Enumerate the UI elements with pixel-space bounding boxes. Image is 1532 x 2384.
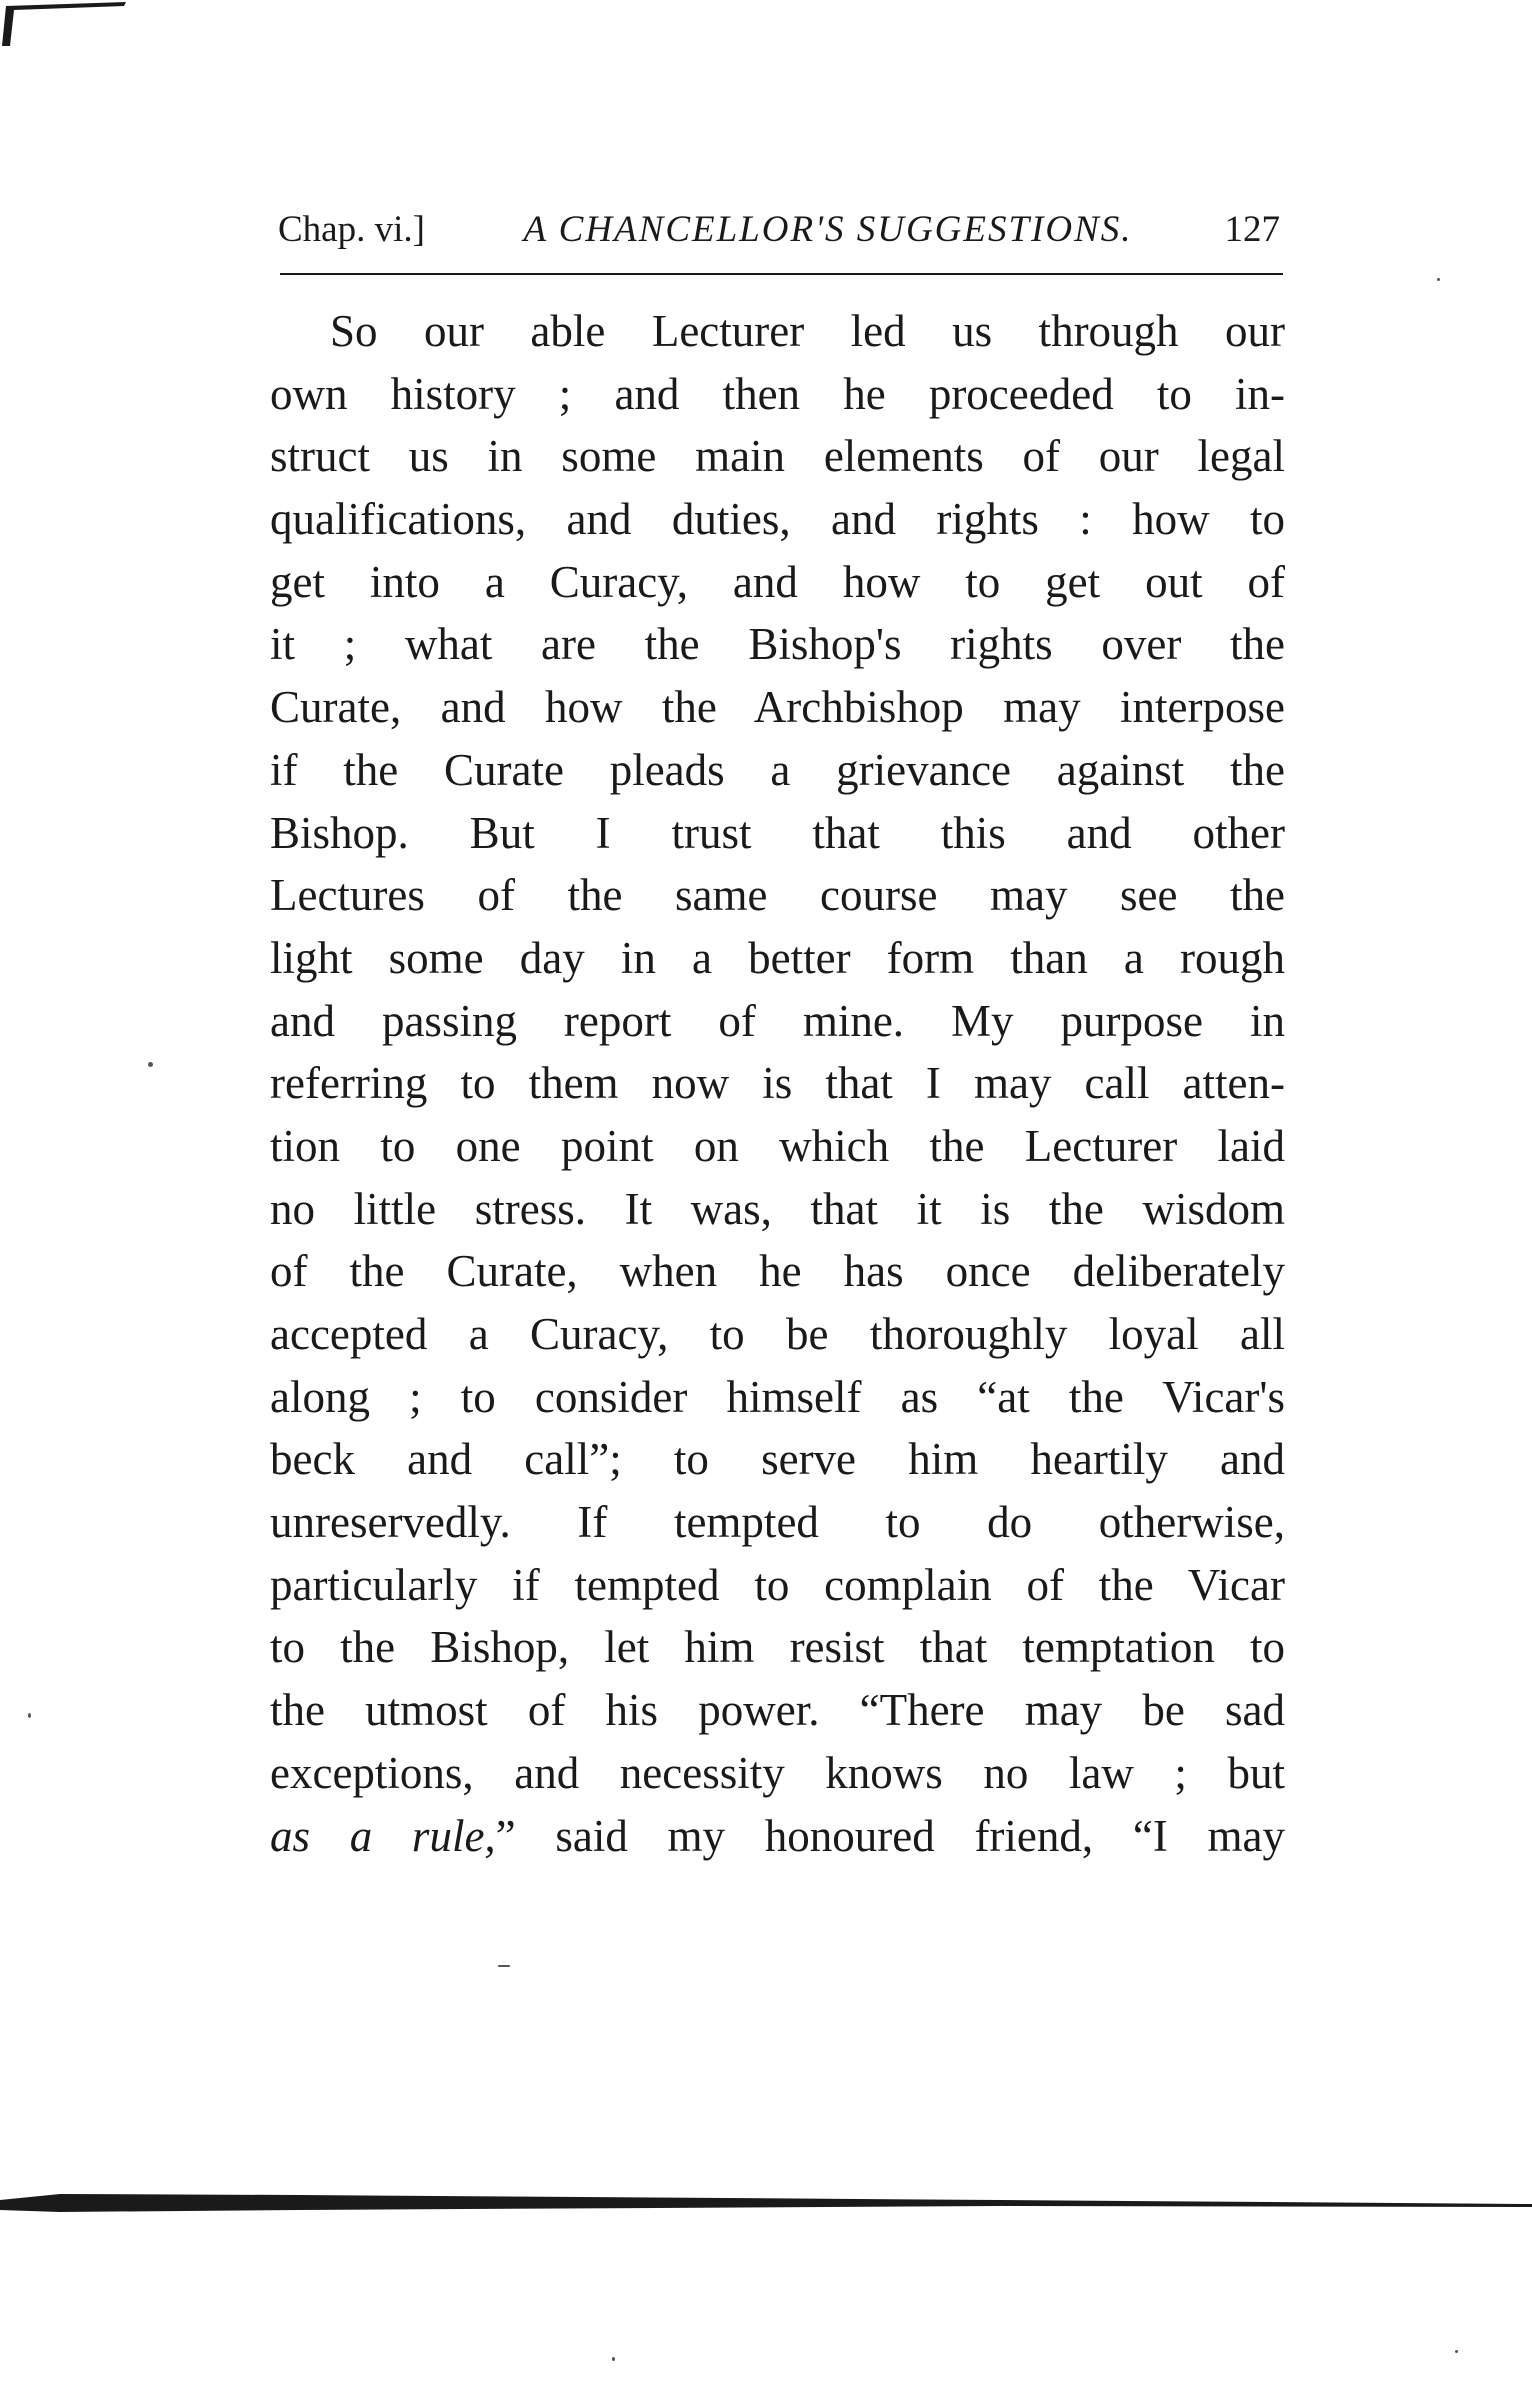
text-line: along ; to consider himself as “at the Vicar's bbox=[270, 1371, 1285, 1422]
text-line: and passing report of mine. My purpose in bbox=[270, 995, 1285, 1046]
speck bbox=[28, 1713, 31, 1718]
text-line: So our able Lecturer led us through our bbox=[330, 306, 1285, 356]
text-line-last bbox=[270, 1805, 1285, 1868]
text-line: qualifications, and duties, and rights : how to bbox=[270, 494, 1285, 545]
running-title: A CHANCELLOR'S SUGGESTIONS. bbox=[523, 209, 1133, 250]
bottom-rule bbox=[0, 2180, 1532, 2220]
running-head bbox=[278, 200, 1280, 260]
speck bbox=[1455, 2350, 1458, 2353]
text-line: get into a Curacy, and how to get out of bbox=[270, 556, 1285, 607]
text-line: the utmost of his power. “There may be sad bbox=[270, 1685, 1285, 1736]
speck bbox=[498, 1965, 510, 1967]
header-rule bbox=[280, 273, 1283, 275]
italic-phrase: as a rule, bbox=[270, 1810, 496, 1861]
text-line: of the Curate, when he has once deliberately bbox=[270, 1246, 1285, 1297]
text-line: tion to one point on which the Lecturer laid bbox=[270, 1120, 1285, 1171]
page-number: 127 bbox=[1224, 209, 1280, 250]
text-line: struct us in some main elements of our legal bbox=[270, 431, 1285, 482]
text-line: own history ; and then he proceeded to in- bbox=[270, 368, 1285, 419]
speck bbox=[148, 1062, 153, 1067]
text-line: beck and call”; to serve him heartily and bbox=[270, 1434, 1285, 1485]
text-line: Curate, and how the Archbishop may interpose bbox=[270, 682, 1285, 733]
speck bbox=[612, 2357, 615, 2361]
text-line: exceptions, and necessity knows no law ; but bbox=[270, 1747, 1285, 1798]
speck bbox=[1437, 278, 1440, 281]
text-line: unreservedly. If tempted to do otherwise, bbox=[270, 1497, 1285, 1548]
line-rest: ” said my honoured friend, “I may bbox=[495, 1810, 1285, 1861]
text-line: if the Curate pleads a grievance against the bbox=[270, 744, 1285, 795]
body-text bbox=[270, 300, 1285, 1867]
text-line: accepted a Curacy, to be thoroughly loyal all bbox=[270, 1309, 1285, 1359]
chapter-label: Chap. vi.] bbox=[278, 209, 425, 250]
text-line: it ; what are the Bishop's rights over the bbox=[270, 619, 1285, 670]
text-line: particularly if tempted to complain of the Vicar bbox=[270, 1559, 1285, 1610]
text-line: light some day in a better form than a rough bbox=[270, 932, 1285, 983]
corner-mark-icon bbox=[0, 0, 128, 48]
text-line: Bishop. But I trust that this and other bbox=[270, 807, 1285, 858]
text-line: referring to them now is that I may call atten- bbox=[270, 1058, 1285, 1109]
text-line: Lectures of the same course may see the bbox=[270, 870, 1285, 921]
text-line: no little stress. It was, that it is the wisdom bbox=[270, 1183, 1285, 1234]
text-line: to the Bishop, let him resist that temptation to bbox=[270, 1622, 1285, 1673]
